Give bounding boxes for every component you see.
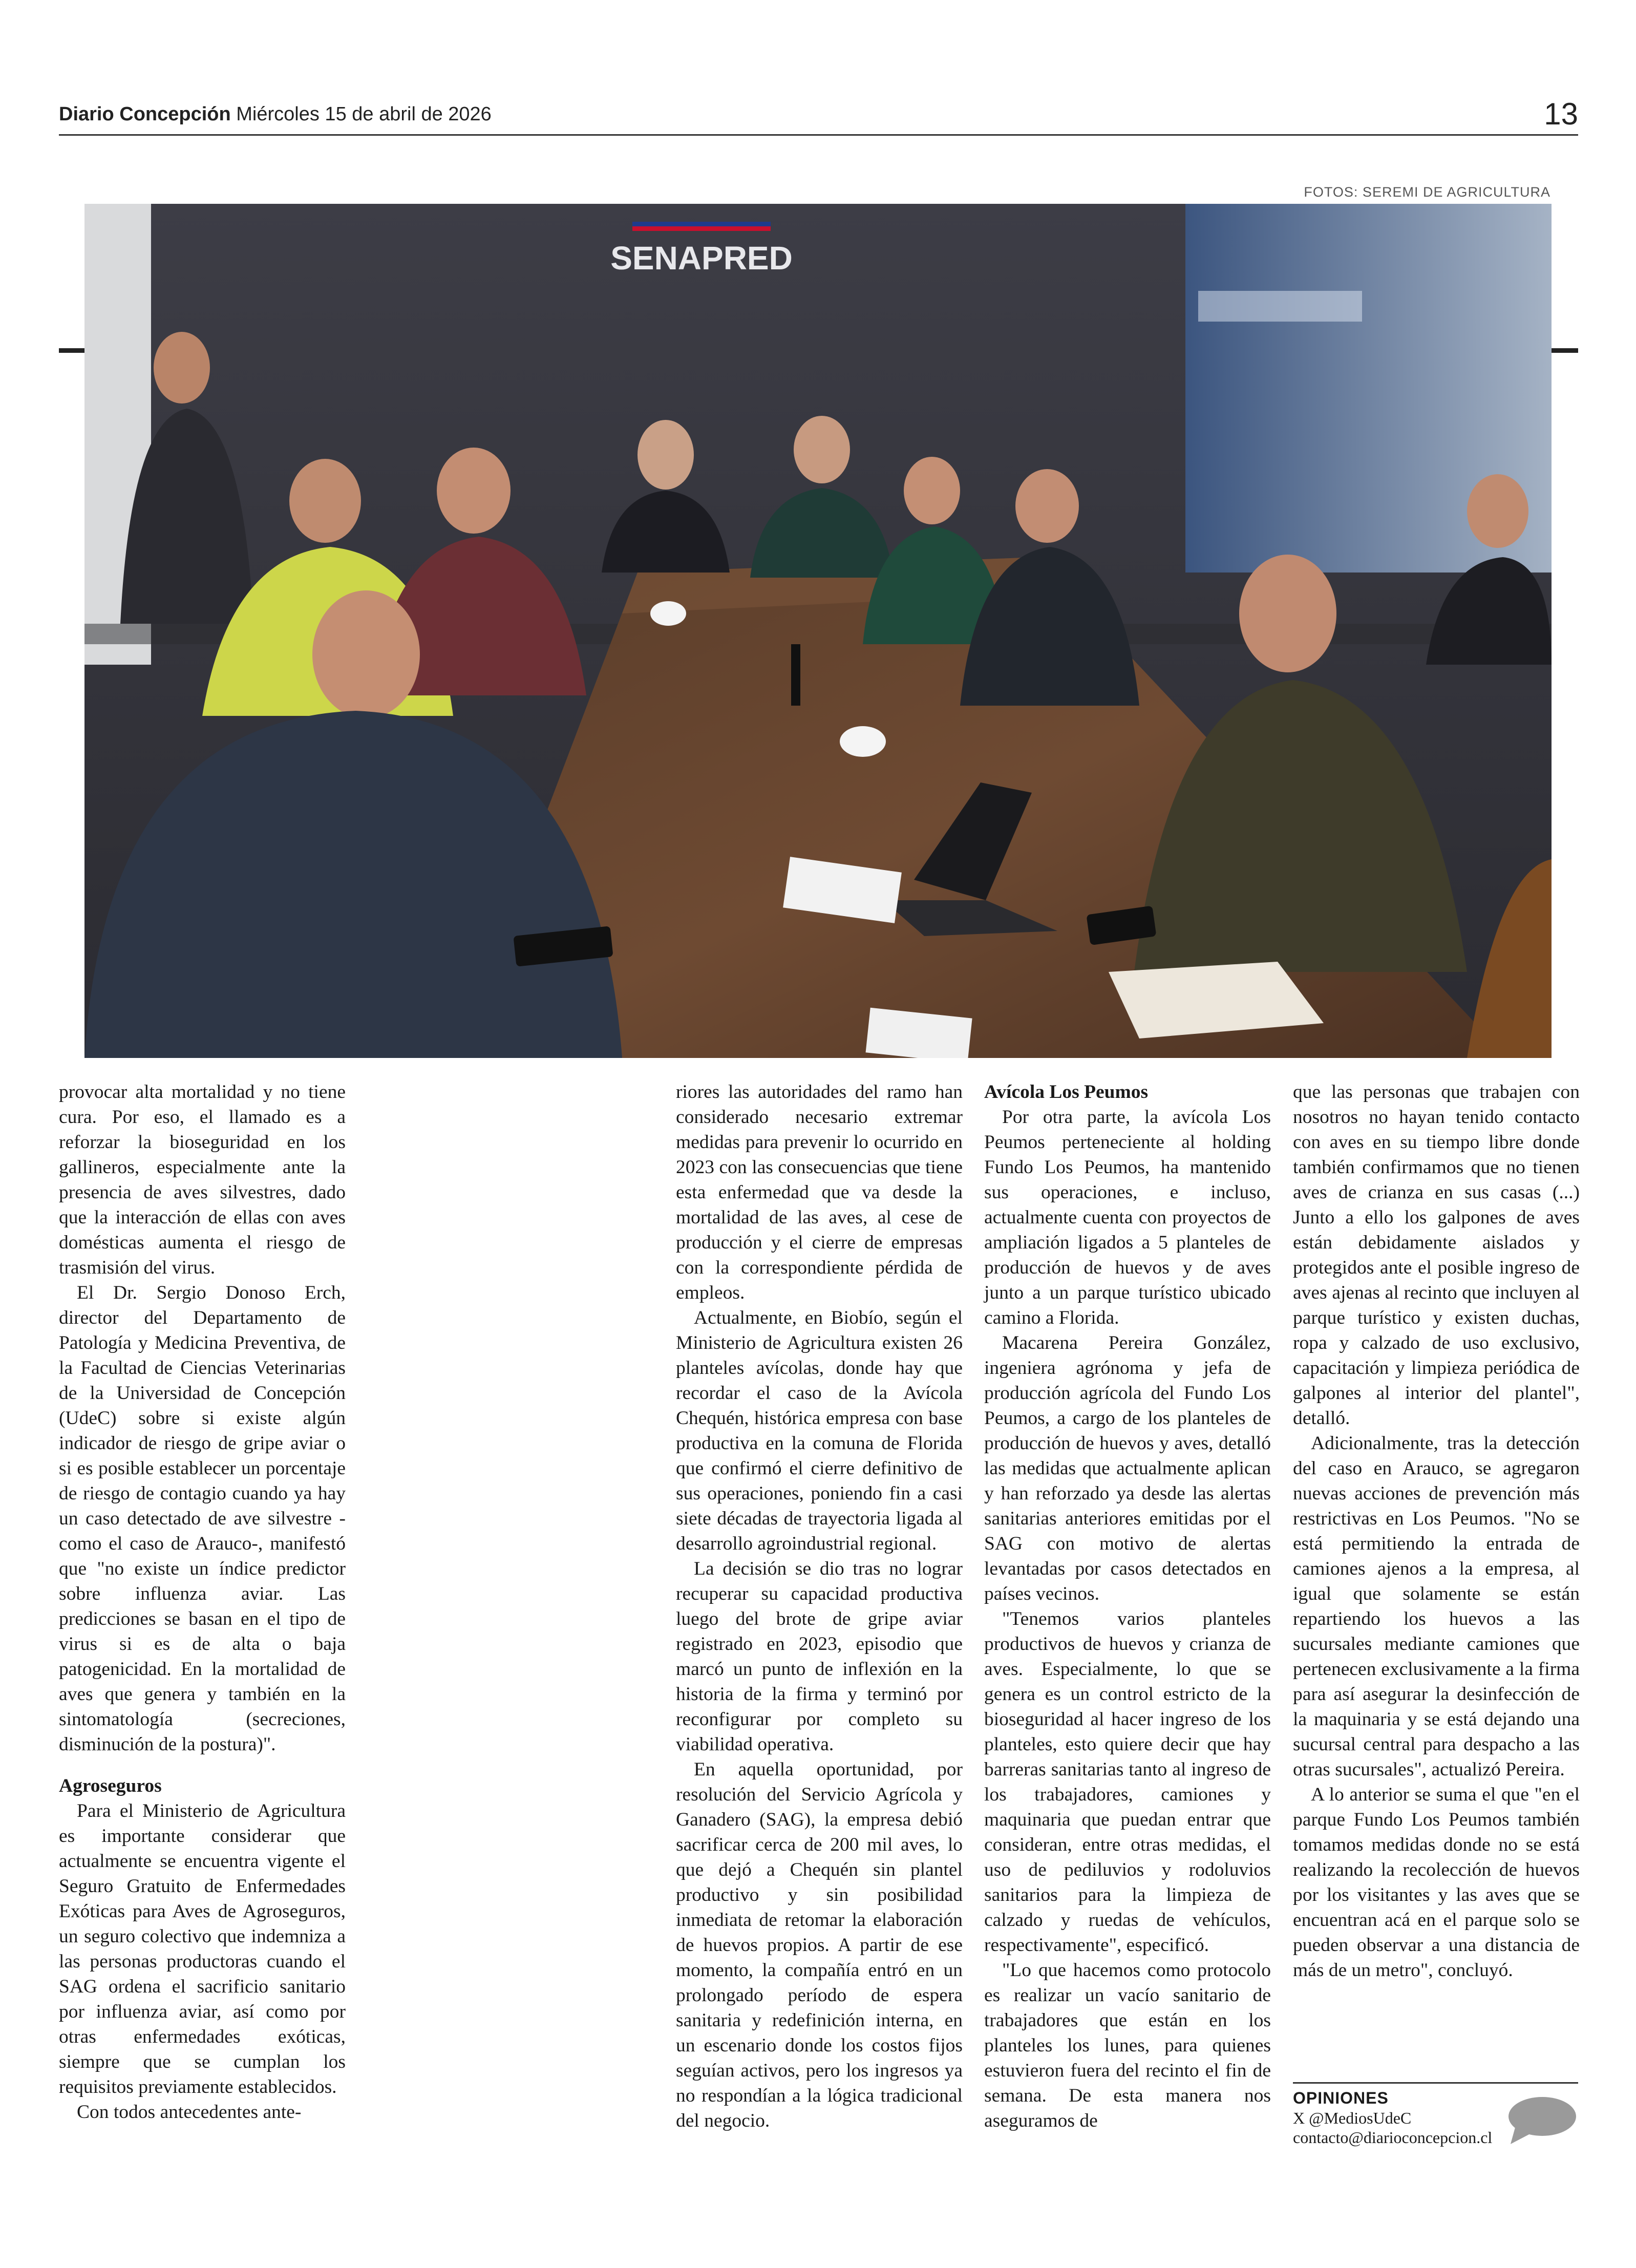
- masthead: [59, 103, 492, 125]
- photo-credit: FOTOS: SEREMI DE AGRICULTURA: [1304, 184, 1550, 200]
- meeting-photo: [84, 204, 1552, 1058]
- article-column-3: [984, 1079, 1271, 2133]
- paragraph: A lo anterior se suma el que "en el parque Fundo Los Peumos también tomamos medidas donde no se está realizando la recolección de huevos por los visitantes y las aves que se encuentran acá en el parque solo se pueden observar a una distancia de más de un metro", concluyó.: [1293, 1784, 1580, 1981]
- paragraph: La decisión se dio tras no lograr recuperar su capacidad productiva luego del brote de gripe aviar registrado en 2023, episodio que marcó un punto de inflexión en la historia de la firma y terminó por reconfigurar por completo su viabilidad operativa.: [676, 1558, 963, 1755]
- subheading-agroseguros: Agroseguros: [59, 1775, 162, 1796]
- contact-email[interactable]: contacto@diarioconcepcion.cl: [1293, 2128, 1493, 2147]
- paragraph: "Tenemos varios planteles productivos de huevos y crianza de aves. Especialmente, lo que se genera es un control estricto de la bioseguridad al hacer ingreso de los planteles, esto quiere decir que hay barreras sanitarias tanto al ingreso de los trabajadores, camiones y maquinaria que puedan entrar que consideran, entre otras medidas, el uso de pediluvios y rodoluvios sanitarios para la limpieza de calzado y ruedas de vehículos, respectivamente", especificó.: [984, 1608, 1271, 1956]
- speech-bubble-icon: [1506, 2095, 1578, 2146]
- newspaper-name: Diario Concepción: [59, 103, 231, 125]
- social-handle[interactable]: X @MediosUdeC: [1293, 2109, 1412, 2127]
- opinions-box: [1293, 2082, 1578, 2147]
- paragraph: Actualmente, en Biobío, según el Ministerio de Agricultura existen 26 planteles avícolas, donde hay que recordar el caso de la Avícola Chequén, histórica empresa con base productiva en la comuna de Florida que confirmó el cierre definitivo de sus operaciones, poniendo fin a casi siete décadas de trayectoria ligada al desarrollo agroindustrial regional.: [676, 1307, 963, 1554]
- article-column-1: [59, 1079, 346, 2125]
- paragraph: "Lo que hacemos como protocolo es realizar un vacío sanitario de trabajadores que están en los planteles los lunes, para quienes estuvieron fuera del recinto el fin de semana. De esta manera nos aseguramos de: [984, 1960, 1271, 2131]
- section-rule-left: [59, 348, 87, 353]
- opinions-title: OPINIONES: [1293, 2089, 1389, 2107]
- paragraph: provocar alta mortalidad y no tiene cura. Por eso, el llamado es a reforzar la bioseguridad en los gallineros, especialmente ante la presencia de aves silvestres, dado que la interacción de ellas con aves domésticas aumenta el riesgo de trasmisión del virus.: [59, 1082, 346, 1278]
- paragraph: Adicionalmente, tras la detección del caso en Arauco, se agregaron nuevas acciones de prevención más restrictivas en Los Peumos. "No se está permitiendo la entrada de camiones ajenos a la empresa, al igual que solamente se están repartiendo los huevos a las sucursales mediante camiones que pertenecen exclusivamente a la firma para así asegurar la desinfección de la maquinaria y se está dejando una sucursal central para despacho a las otras sucursales", actualizó Pereira.: [1293, 1433, 1580, 1780]
- issue-date: Miércoles 15 de abril de 2026: [236, 103, 492, 125]
- paragraph: riores las autoridades del ramo han considerado necesario extremar medidas para prevenir lo ocurrido en 2023 con las consecuencias que tiene esta enfermedad que va desde la mortalidad de las aves, al cese de producción y el cierre de empresas con la correspondiente pérdida de empleos.: [676, 1082, 963, 1303]
- paragraph: que las personas que trabajen con nosotros no hayan tenido contacto con aves en su tiempo libre donde también confirmamos que no tienen aves de crianza en sus casas (...) Junto a ello los galpones de aves están debidamente aislados y protegidos ante el posible ingreso de aves ajenas al recinto que incluyen al parque turístico y existen duchas, ropa y calzado de uso exclusivo, capacitación y limpieza periódica de galpones al interior del plantel", detalló.: [1293, 1082, 1580, 1429]
- paragraph: Con todos antecedentes ante-: [77, 2102, 302, 2123]
- paragraph: Macarena Pereira González, ingeniera agrónoma y jefa de producción agrícola del Fundo Los Peumos, a cargo de los planteles de producción de huevos y aves, detalló las medidas que actualmente aplican y han reforzado ya desde las alertas sanitarias anteriores emitidas por el SAG con motivo de alertas levantadas por casos detectados en países vecinos.: [984, 1332, 1271, 1604]
- paragraph: Por otra parte, la avícola Los Peumos perteneciente al holding Fundo Los Peumos, ha mantenido sus operaciones, e incluso, actualmente cuenta con proyectos de ampliación ligados a 5 planteles de producción de huevos y de aves junto a un parque turístico ubicado camino a Florida.: [984, 1107, 1271, 1328]
- section-rule-right: [1550, 348, 1578, 353]
- article-column-4: [1293, 1079, 1580, 1983]
- subheading-avicola-los-peumos: Avícola Los Peumos: [984, 1082, 1149, 1103]
- page-header: [59, 97, 1578, 136]
- article-column-2: [676, 1079, 963, 2133]
- paragraph: El Dr. Sergio Donoso Erch, director del Departamento de Patología y Medicina Preventiva, de la Facultad de Ciencias Veterinarias de la Universidad de Concepción (UdeC) sobre si existe algún indicador de riesgo de gripe aviar o si es posible establecer un porcentaje de riesgo de contagio cuando ya hay un caso detectado de ave silvestre - como el caso de Arauco-, manifestó que "no existe un índice predictor sobre influenza aviar. Las predicciones se basan en el tipo de virus si es de alta o baja patogenicidad. En la mortalidad de aves que genera y también en la sintomatología (secreciones, disminución de la postura)".: [59, 1282, 346, 1755]
- page-number: 13: [1544, 97, 1578, 131]
- paragraph: En aquella oportunidad, por resolución del Servicio Agrícola y Ganadero (SAG), la empresa debió sacrificar cerca de 200 mil aves, lo que dejó a Chequén sin plantel productivo y sin posibilidad inmediata de retomar la elaboración de huevos propios. A partir de ese momento, la compañía entró en un prolongado período de espera sanitaria y redefinición interna, en un escenario donde los costos fijos seguían activos, pero los ingresos ya no respondían a la lógica tradicional del negocio.: [676, 1759, 963, 2131]
- paragraph: Para el Ministerio de Agricultura es importante considerar que actualmente se encuentra vigente el Seguro Gratuito de Enfermedades Exóticas para Aves de Agroseguros, un seguro colectivo que indemniza a las personas productoras cuando el SAG ordena el sacrificio sanitario por influenza aviar, así como por otras enfermedades exóticas, siempre que se cumplan los requisitos previamente establecidos.: [59, 1800, 346, 2097]
- senapred-sign: SENAPRED: [610, 240, 793, 277]
